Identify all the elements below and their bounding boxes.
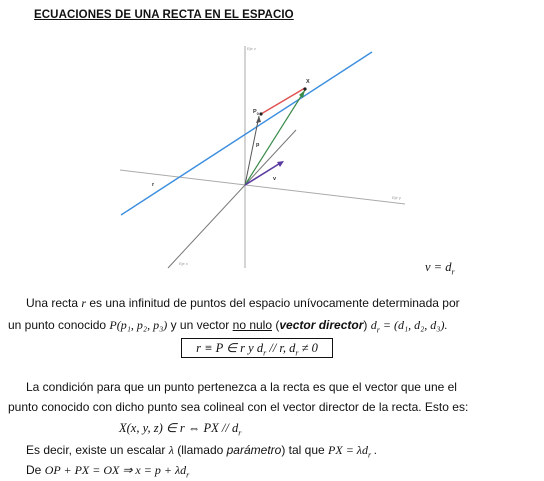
vector-p-label: p (256, 142, 260, 148)
paragraph-2-line-5: De OP + PX = OX ⇒ $x = p + \lambda d_r$ (26, 463, 190, 480)
z-axis-label: Eje z (247, 46, 256, 51)
x-axis-label: Eje x (179, 261, 188, 266)
paragraph-1-line-2: un punto conocido P(p₁, p₂, p₃) y un vector no nulo (vector director) $d_r = (d_1$, d₂, d₃). (8, 318, 448, 335)
y-axis (120, 170, 405, 204)
line-r-label: r (152, 182, 155, 188)
vector-v-label: v (273, 176, 277, 182)
point-p0 (259, 112, 262, 115)
point-x-label: X (306, 79, 310, 85)
point-x (303, 87, 306, 90)
condition-formula: X(x, y, z) ∈ r ⇔ PX // $d_r$ (119, 421, 242, 438)
line-r (121, 52, 372, 215)
paragraph-2-line-2: punto conocido con dicho punto sea colineal con el vector director de la recta. Esto es: (8, 400, 469, 414)
vector-x (245, 90, 305, 185)
point-p0-label: $P_0$ (253, 109, 259, 116)
corner-formula: $v = d_r$ (425, 260, 455, 277)
paragraph-1-line-1: Una recta r es una infinitud de puntos del espacio unívocamente determinada por (26, 296, 460, 310)
y-axis-label: Eje y (392, 195, 401, 200)
x-axis (168, 130, 296, 268)
paragraph-2-line-4: Es decir, existe un escalar λ (llamado parámetro) tal que PX = $\lambda d_r$ . (26, 443, 378, 460)
paragraph-2-line-1: La condición para que un punto pertenezca a la recta es que el vector que une el (26, 380, 457, 394)
page-heading: ECUACIONES DE UNA RECTA EN EL ESPACIO (34, 9, 294, 21)
boxed-line-definition: r ≡ P ∈ r y $d_r$ // r, $d_r \ne 0$ (181, 338, 333, 358)
